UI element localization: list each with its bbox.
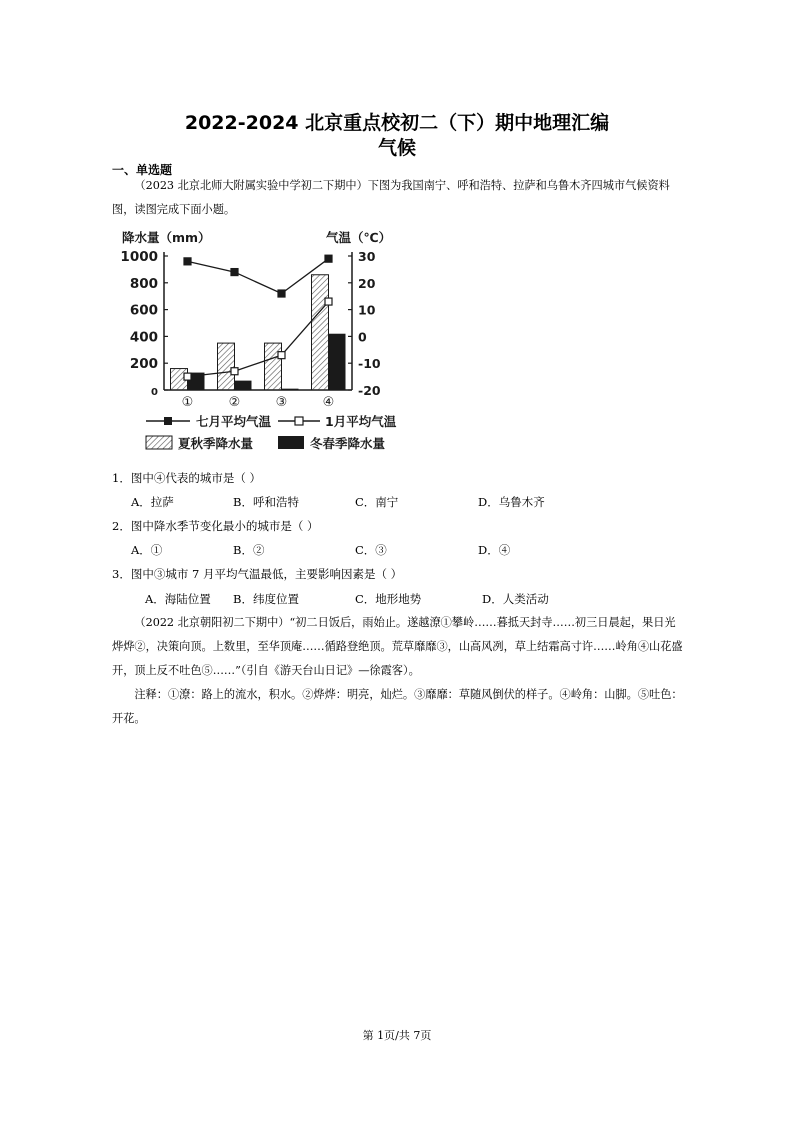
section-heading: 一、单选题 <box>112 163 173 177</box>
notes-paragraph: 注释：①潦：路上的流水，积水。②烨烨：明亮，灿烂。③靡靡：草随风倒伏的样子。④岭角：山脚。⑤吐色：开花。 <box>112 688 683 725</box>
legend-january-marker <box>295 417 303 425</box>
question-3: 3．图中③城市 7 月平均气温最低，主要影响因素是（ ） <box>112 567 403 581</box>
category-label: ② <box>228 395 241 410</box>
left-tick-label: 800 <box>129 275 158 292</box>
q1-option-c: C．南宁 <box>355 495 399 509</box>
q2-option-a: A．① <box>131 543 163 557</box>
january-temp-point <box>231 368 238 375</box>
page-footer: 第 1页/共 7页 <box>362 1029 432 1042</box>
left-tick-label: 0 <box>151 387 158 398</box>
q2-option-d: D．④ <box>478 543 511 557</box>
legend-january-label: 1月平均气温 <box>325 414 397 429</box>
legend-july-marker <box>164 417 172 425</box>
q3-option-c: C．地形地势 <box>355 592 422 606</box>
bar-summer-autumn <box>265 343 282 390</box>
climate-chart <box>112 222 402 458</box>
january-temp-point <box>325 298 332 305</box>
q2-option-b: B．② <box>233 543 265 557</box>
page-subtitle: 气候 <box>377 137 416 159</box>
left-tick-label: 1000 <box>120 249 158 265</box>
question-1: 1．图中④代表的城市是（ ） <box>112 471 261 485</box>
left-tick-label: 200 <box>129 356 158 373</box>
bar-summer-autumn <box>218 343 235 390</box>
q1-option-d: D．乌鲁木齐 <box>478 495 545 509</box>
q2-option-c: C．③ <box>355 543 387 557</box>
right-tick-label: 10 <box>358 302 376 318</box>
bar-summer-autumn <box>312 275 329 390</box>
page-title: 2022-2024 北京重点校初二（下）期中地理汇编 <box>184 112 610 134</box>
legend-summer-label: 夏秋季降水量 <box>178 436 254 451</box>
right-tick-label: -20 <box>358 383 381 398</box>
left-axis-title: 降水量（mm） <box>122 230 211 245</box>
july-temp-point <box>231 269 238 276</box>
january-temp-point <box>278 352 285 359</box>
q1-option-b: B．呼和浩特 <box>233 495 299 509</box>
intro-paragraph-2: （2022 北京朝阳初二下期中）“初二日饭后，雨始止。遂越潦①攀岭……暮抵天封寺……初三日晨起，果日光烨烨②，决策向顶。上数里，至华顶庵……循路登绝顶。荒草靡靡③，山高风冽，草上结霜高寸许……岭角④山花盛开，顶上反不吐色⑤……”（引自《游天台山日记》—徐霞客）。 <box>112 616 683 677</box>
bar-winter-spring <box>282 389 299 390</box>
q3-option-a: A．海陆位置 <box>145 592 211 606</box>
july-temp-point <box>325 255 332 262</box>
right-axis-title: 气温（℃） <box>326 230 392 245</box>
legend-summer-swatch <box>146 436 172 449</box>
category-label: ④ <box>322 395 335 410</box>
left-tick-label: 400 <box>129 329 158 346</box>
left-tick-label: 600 <box>129 302 158 319</box>
intro-paragraph-1: （2023 北京北师大附属实验中学初二下期中）下图为我国南宁、呼和浩特、拉萨和乌鲁木齐四城市气候资料图，读图完成下面小题。 <box>112 179 670 216</box>
q1-option-a: A．拉萨 <box>131 495 174 509</box>
july-temp-line <box>188 259 329 294</box>
right-tick-label: 30 <box>358 249 376 264</box>
question-2: 2．图中降水季节变化最小的城市是（ ） <box>112 519 319 533</box>
right-tick-label: 20 <box>358 275 376 291</box>
q3-option-b: B．纬度位置 <box>233 592 299 606</box>
bar-winter-spring <box>329 334 346 390</box>
january-temp-point <box>184 373 191 380</box>
right-tick-label: -10 <box>358 356 381 372</box>
legend-july-label: 七月平均气温 <box>196 414 272 429</box>
legend-winter-swatch <box>278 436 304 449</box>
legend-winter-label: 冬春季降水量 <box>310 436 386 451</box>
bar-winter-spring <box>235 381 252 390</box>
q3-option-d: D．人类活动 <box>482 592 549 606</box>
right-tick-label: 0 <box>358 329 367 345</box>
category-label: ① <box>181 395 194 410</box>
january-temp-line <box>188 302 329 377</box>
july-temp-point <box>184 258 191 265</box>
july-temp-point <box>278 290 285 297</box>
category-label: ③ <box>275 395 288 410</box>
